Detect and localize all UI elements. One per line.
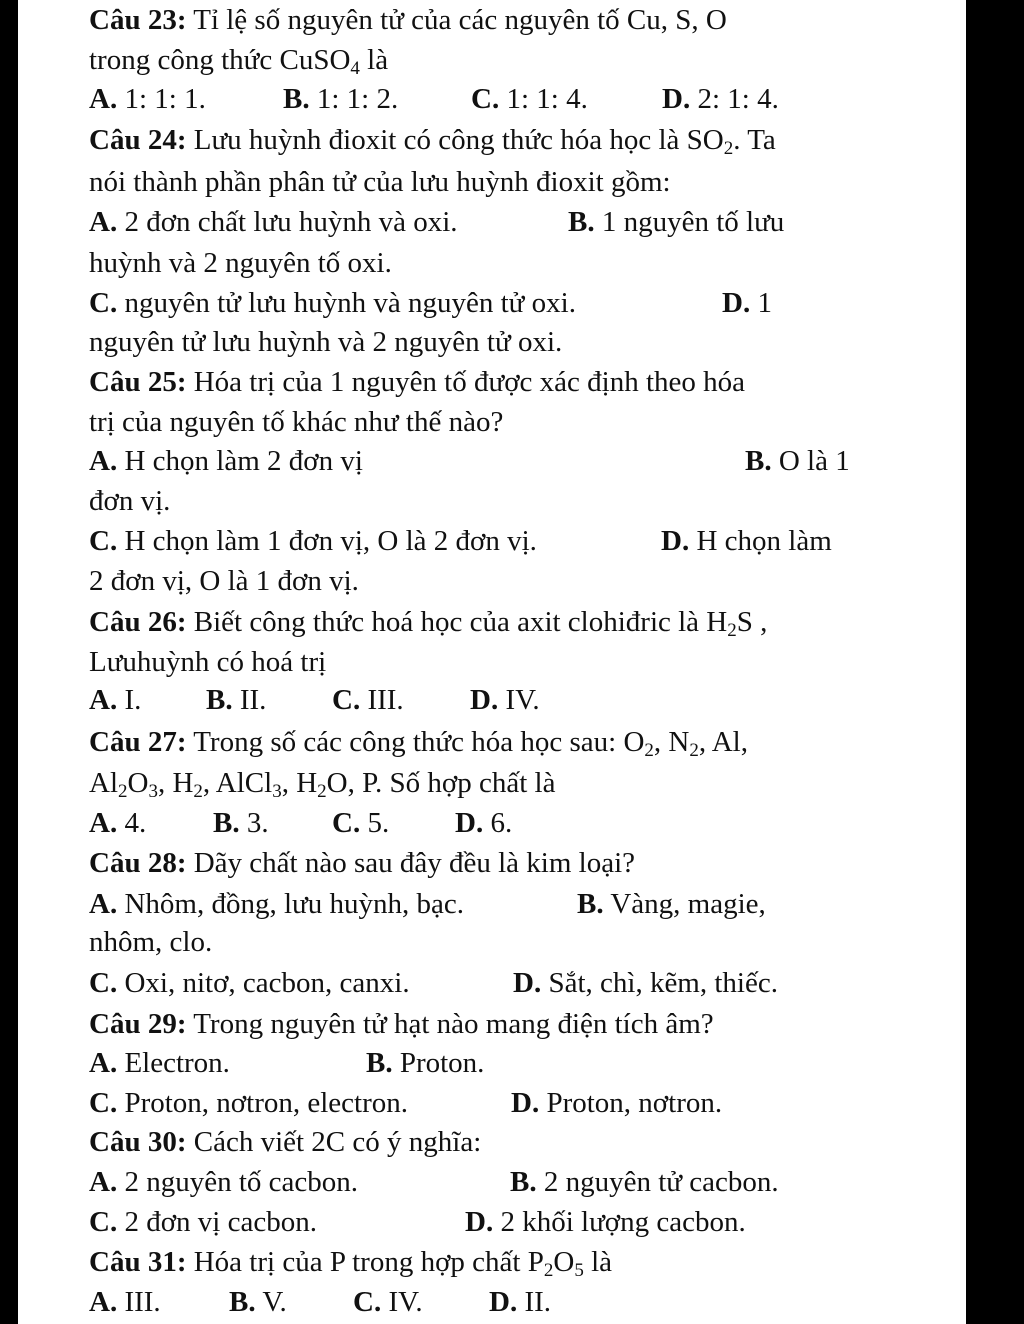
question-text: là <box>583 1246 612 1278</box>
option-c: nguyên tử lưu huỳnh và nguyên tử oxi. <box>124 287 576 319</box>
option-d: Proton, nơtron. <box>546 1087 723 1119</box>
option-c: Oxi, nitơ, cacbon, canxi. <box>124 967 410 999</box>
option-b: Vàng, magie, <box>610 888 766 920</box>
subscript: 2 <box>727 620 737 641</box>
question-25-options-cd <box>89 521 909 561</box>
formula-text: , H <box>157 767 194 799</box>
option-label: B. <box>229 1286 256 1318</box>
question-31-stem <box>89 1242 909 1282</box>
option-c: 2 đơn vị cacbon. <box>124 1206 317 1238</box>
question-26-stem-cont <box>89 642 909 682</box>
option-d-cont: nguyên tử lưu huỳnh và 2 nguyên tử oxi. <box>89 326 563 358</box>
question-text: Biết công thức hoá học của axit clohiđric là H <box>193 606 728 638</box>
question-25-stem-cont <box>89 402 909 442</box>
option-label: D. <box>489 1286 518 1318</box>
option-d: IV. <box>505 684 540 716</box>
option-c: 5. <box>367 807 390 839</box>
option-label: A. <box>89 1166 118 1198</box>
question-number: Câu 24: <box>89 124 187 156</box>
option-d: Sắt, chì, kẽm, thiếc. <box>548 967 778 999</box>
option-label: C. <box>89 967 118 999</box>
question-31-options <box>89 1282 909 1322</box>
option-label: A. <box>89 445 118 477</box>
option-c: III. <box>367 684 404 716</box>
question-text: Hóa trị của P trong hợp chất P <box>193 1246 544 1278</box>
question-text: . Ta <box>733 124 776 156</box>
question-28-stem <box>89 843 909 883</box>
option-d: H chọn làm <box>696 525 832 557</box>
subscript: 2 <box>317 781 327 802</box>
question-24-option-d-cont <box>89 322 909 362</box>
option-label: D. <box>722 287 751 319</box>
question-24-options-ab <box>89 202 909 242</box>
option-b-cont: huỳnh và 2 nguyên tố oxi. <box>89 247 392 279</box>
subscript: 2 <box>644 740 654 761</box>
option-b: O là 1 <box>778 445 850 477</box>
question-text: S , <box>736 606 768 638</box>
option-label: C. <box>471 83 500 115</box>
question-25-options-ab <box>89 441 909 481</box>
option-label: A. <box>89 1286 118 1318</box>
question-number: Câu 27: <box>89 726 187 758</box>
formula-text: , H <box>281 767 318 799</box>
option-label: C. <box>89 287 118 319</box>
option-a: 2 nguyên tố cacbon. <box>124 1166 358 1198</box>
option-d: 2: 1: 4. <box>697 83 779 115</box>
option-a: H chọn làm 2 đơn vị <box>124 445 363 477</box>
question-26-stem <box>89 602 909 642</box>
question-27-stem-cont <box>89 763 909 803</box>
formula-text: , AlCl <box>202 767 273 799</box>
question-text: Lưu huỳnh đioxit có công thức hóa học là SO <box>193 124 724 156</box>
option-d: II. <box>524 1286 552 1318</box>
option-label: B. <box>568 206 595 238</box>
question-number: Câu 23: <box>89 4 187 36</box>
option-label: C. <box>89 525 118 557</box>
subscript: 3 <box>272 781 282 802</box>
subscript: 3 <box>148 781 158 802</box>
option-c: IV. <box>388 1286 423 1318</box>
question-25-option-b-cont <box>89 481 909 521</box>
question-24-options-cd <box>89 283 909 323</box>
subscript: 2 <box>193 781 203 802</box>
question-text: nói thành phần phân tử của lưu huỳnh đioxit gồm: <box>89 166 671 198</box>
option-label: D. <box>470 684 499 716</box>
option-a: 4. <box>124 807 147 839</box>
question-28-option-b-cont <box>89 922 909 962</box>
question-text: Lưuhuỳnh có hoá trị <box>89 646 327 678</box>
option-label: D. <box>662 83 691 115</box>
question-23-stem-cont <box>89 40 909 80</box>
option-b: 2 nguyên tử cacbon. <box>543 1166 779 1198</box>
question-24-stem-cont <box>89 162 909 202</box>
option-label: B. <box>510 1166 537 1198</box>
question-text: Cách viết 2C có ý nghĩa: <box>193 1126 482 1158</box>
subscript: 2 <box>723 138 734 159</box>
question-number: Câu 25: <box>89 366 187 398</box>
option-label: A. <box>89 807 118 839</box>
option-label: B. <box>366 1047 393 1079</box>
question-29-options-ab <box>89 1043 909 1083</box>
option-c: Proton, nơtron, electron. <box>124 1087 408 1119</box>
question-23-stem <box>89 0 909 40</box>
option-d: 2 khối lượng cacbon. <box>500 1206 746 1238</box>
option-c: 1: 1: 4. <box>506 83 588 115</box>
formula-text: O <box>553 1246 575 1278</box>
option-label: D. <box>455 807 484 839</box>
option-b-cont: đơn vị. <box>89 485 171 517</box>
option-label: A. <box>89 83 118 115</box>
question-29-options-cd <box>89 1083 909 1123</box>
option-label: D. <box>513 967 542 999</box>
option-b: II. <box>239 684 267 716</box>
subscript: 2 <box>118 781 128 802</box>
option-label: D. <box>661 525 690 557</box>
question-text: Trong nguyên tử hạt nào mang điện tích âm? <box>193 1008 714 1040</box>
question-25-stem <box>89 362 909 402</box>
option-label: A. <box>89 1047 118 1079</box>
option-c: H chọn làm 1 đơn vị, O là 2 đơn vị. <box>124 525 537 557</box>
subscript: 2 <box>689 740 699 761</box>
question-24-stem <box>89 120 909 160</box>
question-30-options-cd <box>89 1202 909 1242</box>
option-a: 2 đơn chất lưu huỳnh và oxi. <box>124 206 458 238</box>
question-text: , Al, <box>698 726 748 758</box>
question-number: Câu 28: <box>89 847 187 879</box>
right-border <box>966 0 1024 1324</box>
option-label: B. <box>283 83 310 115</box>
question-number: Câu 29: <box>89 1008 187 1040</box>
option-b: 1 nguyên tố lưu <box>601 206 785 238</box>
question-29-stem <box>89 1004 909 1044</box>
subscript: 2 <box>543 1260 554 1281</box>
option-label: D. <box>511 1087 540 1119</box>
question-text: O, P. Số hợp chất là <box>326 767 556 799</box>
question-number: Câu 26: <box>89 606 187 638</box>
subscript: 4 <box>350 58 360 79</box>
option-a: Electron. <box>124 1047 230 1079</box>
formula-text: Al <box>89 767 118 799</box>
option-label: B. <box>213 807 240 839</box>
question-28-options-ab <box>89 884 909 924</box>
option-label: A. <box>89 684 118 716</box>
question-text: Dãy chất nào sau đây đều là kim loại? <box>193 847 636 879</box>
option-b: 3. <box>246 807 269 839</box>
option-label: D. <box>465 1206 494 1238</box>
question-number: Câu 31: <box>89 1246 187 1278</box>
option-a: III. <box>124 1286 161 1318</box>
option-label: C. <box>89 1206 118 1238</box>
question-text: , N <box>653 726 690 758</box>
option-a: Nhôm, đồng, lưu huỳnh, bạc. <box>124 888 464 920</box>
option-label: A. <box>89 206 118 238</box>
question-number: Câu 30: <box>89 1126 187 1158</box>
question-27-options <box>89 803 909 843</box>
option-label: C. <box>353 1286 382 1318</box>
option-d: 1 <box>757 287 772 319</box>
option-a: 1: 1: 1. <box>124 83 206 115</box>
question-text: Tỉ lệ số nguyên tử của các nguyên tố Cu, S, O <box>193 4 727 36</box>
question-26-options <box>89 680 909 720</box>
option-d: 6. <box>490 807 513 839</box>
question-30-stem <box>89 1122 909 1162</box>
option-label: A. <box>89 888 118 920</box>
option-b: Proton. <box>399 1047 485 1079</box>
question-25-option-d-cont <box>89 561 909 601</box>
question-text: Hóa trị của 1 nguyên tố được xác định theo hóa <box>193 366 746 398</box>
option-b: 1: 1: 2. <box>316 83 399 115</box>
question-28-options-cd <box>89 963 909 1003</box>
option-label: C. <box>332 807 361 839</box>
option-b: V. <box>262 1286 287 1318</box>
option-label: B. <box>745 445 772 477</box>
option-label: C. <box>332 684 361 716</box>
option-a: I. <box>124 684 142 716</box>
formula-text: O <box>127 767 149 799</box>
option-b-cont: nhôm, clo. <box>89 926 213 958</box>
option-label: B. <box>577 888 604 920</box>
question-text: là <box>359 44 389 76</box>
option-d-cont: 2 đơn vị, O là 1 đơn vị. <box>89 565 359 597</box>
question-text: trị của nguyên tố khác như thế nào? <box>89 406 504 438</box>
question-30-options-ab <box>89 1162 909 1202</box>
question-text: trong công thức CuSO <box>89 44 351 76</box>
question-23-options <box>89 79 909 119</box>
subscript: 5 <box>574 1260 584 1281</box>
option-label: B. <box>206 684 233 716</box>
question-24-option-b-cont <box>89 243 909 283</box>
question-text: Trong số các công thức hóa học sau: O <box>193 726 645 758</box>
option-label: C. <box>89 1087 118 1119</box>
question-27-stem <box>89 722 909 762</box>
